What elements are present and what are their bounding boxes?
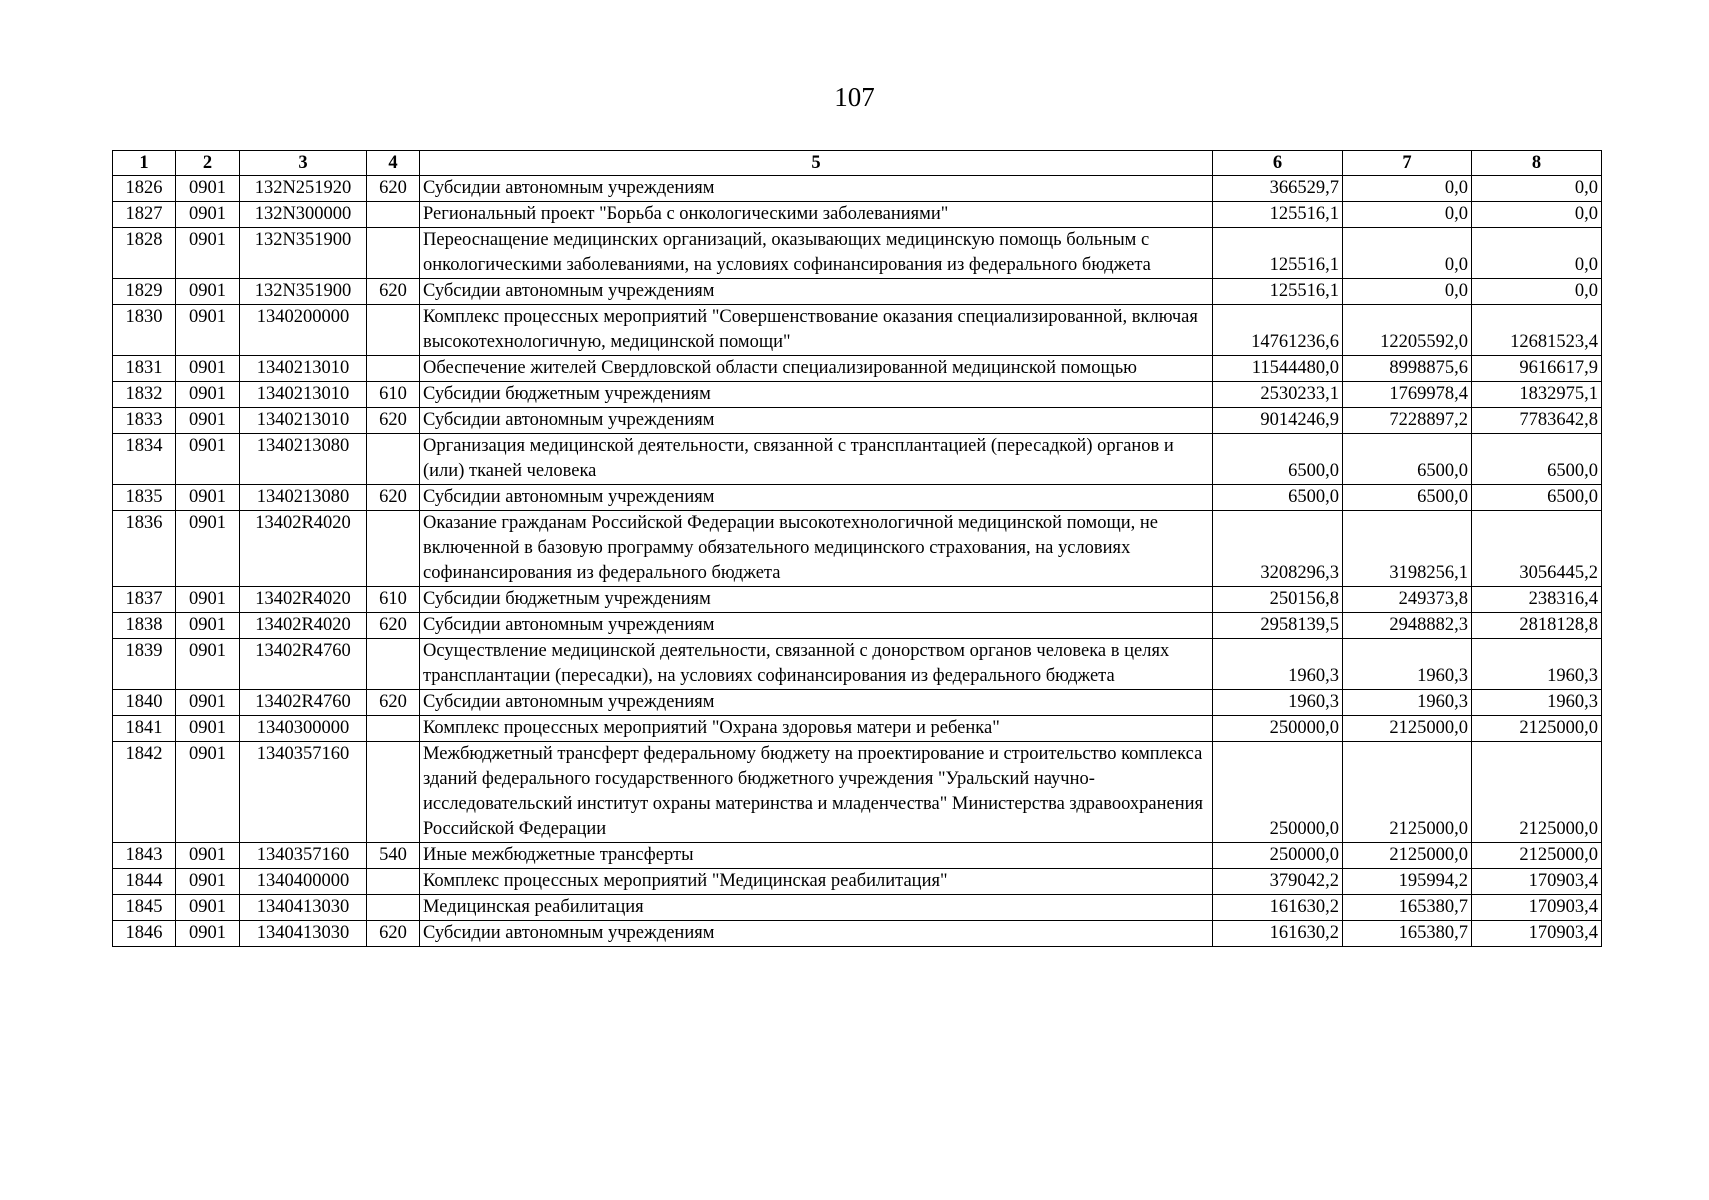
amount-year1-cell: 250000,0: [1213, 742, 1343, 843]
row-number-cell: 1827: [113, 202, 176, 228]
table-row: [113, 408, 1602, 434]
item-name-cell: Субсидии автономным учреждениям: [420, 690, 1213, 716]
table-row: [113, 176, 1602, 202]
row-number-cell: 1842: [113, 742, 176, 843]
table-row: [113, 434, 1602, 485]
column-header: 1: [113, 151, 176, 176]
table-row: [113, 305, 1602, 356]
row-number-cell: 1844: [113, 869, 176, 895]
item-name-cell: Обеспечение жителей Свердловской области специализированной медицинской помощью: [420, 356, 1213, 382]
amount-year1-cell: 125516,1: [1213, 228, 1343, 279]
item-name-cell: Субсидии автономным учреждениям: [420, 485, 1213, 511]
expense-type-cell: 610: [367, 587, 420, 613]
amount-year2-cell: 2948882,3: [1343, 613, 1472, 639]
expense-type-cell: 620: [367, 408, 420, 434]
column-header: 7: [1343, 151, 1472, 176]
row-number-cell: 1838: [113, 613, 176, 639]
table-row: [113, 895, 1602, 921]
expense-type-cell: 620: [367, 921, 420, 947]
item-name-cell: Комплекс процессных мероприятий "Медицинская реабилитация": [420, 869, 1213, 895]
target-article-cell: 1340400000: [240, 869, 367, 895]
amount-year2-cell: 1960,3: [1343, 690, 1472, 716]
expense-type-cell: 620: [367, 485, 420, 511]
amount-year2-cell: 3198256,1: [1343, 511, 1472, 587]
section-code-cell: 0901: [176, 716, 240, 742]
expense-type-cell: 610: [367, 382, 420, 408]
amount-year3-cell: 1832975,1: [1472, 382, 1602, 408]
expense-type-cell: [367, 742, 420, 843]
amount-year1-cell: 1960,3: [1213, 639, 1343, 690]
row-number-cell: 1840: [113, 690, 176, 716]
target-article-cell: 132N351900: [240, 279, 367, 305]
item-name-cell: Межбюджетный трансферт федеральному бюджету на проектирование и строительство комплекса зданий федерального государственного бюджетного учреждения "Уральский научно-исследовательский институт охраны материнства и младенчества" Министерства здравоохранения Российской Федерации: [420, 742, 1213, 843]
amount-year3-cell: 1960,3: [1472, 639, 1602, 690]
section-code-cell: 0901: [176, 690, 240, 716]
column-header: 2: [176, 151, 240, 176]
row-number-cell: 1826: [113, 176, 176, 202]
section-code-cell: 0901: [176, 356, 240, 382]
expense-type-cell: 620: [367, 279, 420, 305]
amount-year3-cell: 2818128,8: [1472, 613, 1602, 639]
amount-year3-cell: 1960,3: [1472, 690, 1602, 716]
amount-year2-cell: 1769978,4: [1343, 382, 1472, 408]
amount-year1-cell: 125516,1: [1213, 202, 1343, 228]
target-article-cell: 13402R4020: [240, 613, 367, 639]
amount-year1-cell: 9014246,9: [1213, 408, 1343, 434]
item-name-cell: Субсидии бюджетным учреждениям: [420, 587, 1213, 613]
section-code-cell: 0901: [176, 408, 240, 434]
amount-year3-cell: 0,0: [1472, 279, 1602, 305]
section-code-cell: 0901: [176, 382, 240, 408]
section-code-cell: 0901: [176, 895, 240, 921]
amount-year2-cell: 165380,7: [1343, 921, 1472, 947]
amount-year3-cell: 170903,4: [1472, 921, 1602, 947]
table-header-row: [113, 151, 1602, 176]
expense-type-cell: [367, 639, 420, 690]
amount-year1-cell: 2958139,5: [1213, 613, 1343, 639]
budget-table: [112, 150, 1602, 947]
amount-year2-cell: 0,0: [1343, 228, 1472, 279]
table-row: [113, 716, 1602, 742]
section-code-cell: 0901: [176, 511, 240, 587]
section-code-cell: 0901: [176, 613, 240, 639]
table-row: [113, 228, 1602, 279]
expense-type-cell: [367, 895, 420, 921]
section-code-cell: 0901: [176, 228, 240, 279]
item-name-cell: Организация медицинской деятельности, связанной с трансплантацией (пересадкой) органов и (или) тканей человека: [420, 434, 1213, 485]
section-code-cell: 0901: [176, 843, 240, 869]
target-article-cell: 1340213010: [240, 356, 367, 382]
row-number-cell: 1830: [113, 305, 176, 356]
item-name-cell: Переоснащение медицинских организаций, оказывающих медицинскую помощь больным с онкологическими заболеваниями, на условиях софинансирования из федерального бюджета: [420, 228, 1213, 279]
section-code-cell: 0901: [176, 587, 240, 613]
expense-type-cell: 620: [367, 176, 420, 202]
amount-year1-cell: 250000,0: [1213, 716, 1343, 742]
amount-year3-cell: 238316,4: [1472, 587, 1602, 613]
amount-year1-cell: 11544480,0: [1213, 356, 1343, 382]
target-article-cell: 1340300000: [240, 716, 367, 742]
row-number-cell: 1829: [113, 279, 176, 305]
amount-year3-cell: 0,0: [1472, 176, 1602, 202]
row-number-cell: 1845: [113, 895, 176, 921]
item-name-cell: Субсидии автономным учреждениям: [420, 613, 1213, 639]
amount-year1-cell: 14761236,6: [1213, 305, 1343, 356]
section-code-cell: 0901: [176, 434, 240, 485]
section-code-cell: 0901: [176, 176, 240, 202]
amount-year2-cell: 0,0: [1343, 279, 1472, 305]
target-article-cell: 1340200000: [240, 305, 367, 356]
amount-year1-cell: 366529,7: [1213, 176, 1343, 202]
row-number-cell: 1846: [113, 921, 176, 947]
target-article-cell: 132N300000: [240, 202, 367, 228]
table-row: [113, 843, 1602, 869]
amount-year1-cell: 250156,8: [1213, 587, 1343, 613]
expense-type-cell: 620: [367, 690, 420, 716]
amount-year2-cell: 2125000,0: [1343, 843, 1472, 869]
amount-year1-cell: 250000,0: [1213, 843, 1343, 869]
target-article-cell: 132N351900: [240, 228, 367, 279]
target-article-cell: 1340213080: [240, 434, 367, 485]
amount-year3-cell: 2125000,0: [1472, 843, 1602, 869]
item-name-cell: Субсидии бюджетным учреждениям: [420, 382, 1213, 408]
row-number-cell: 1843: [113, 843, 176, 869]
amount-year1-cell: 125516,1: [1213, 279, 1343, 305]
amount-year1-cell: 379042,2: [1213, 869, 1343, 895]
target-article-cell: 132N251920: [240, 176, 367, 202]
column-header: 8: [1472, 151, 1602, 176]
column-header: 6: [1213, 151, 1343, 176]
item-name-cell: Субсидии автономным учреждениям: [420, 921, 1213, 947]
amount-year2-cell: 8998875,6: [1343, 356, 1472, 382]
row-number-cell: 1837: [113, 587, 176, 613]
amount-year2-cell: 6500,0: [1343, 434, 1472, 485]
row-number-cell: 1832: [113, 382, 176, 408]
row-number-cell: 1836: [113, 511, 176, 587]
amount-year2-cell: 6500,0: [1343, 485, 1472, 511]
amount-year2-cell: 195994,2: [1343, 869, 1472, 895]
amount-year2-cell: 0,0: [1343, 176, 1472, 202]
amount-year3-cell: 6500,0: [1472, 485, 1602, 511]
amount-year2-cell: 7228897,2: [1343, 408, 1472, 434]
column-header: 5: [420, 151, 1213, 176]
amount-year2-cell: 2125000,0: [1343, 742, 1472, 843]
amount-year3-cell: 170903,4: [1472, 869, 1602, 895]
amount-year2-cell: 249373,8: [1343, 587, 1472, 613]
amount-year3-cell: 2125000,0: [1472, 716, 1602, 742]
expense-type-cell: [367, 869, 420, 895]
amount-year3-cell: 6500,0: [1472, 434, 1602, 485]
row-number-cell: 1835: [113, 485, 176, 511]
table-row: [113, 279, 1602, 305]
table-row: [113, 742, 1602, 843]
amount-year3-cell: 3056445,2: [1472, 511, 1602, 587]
amount-year1-cell: 3208296,3: [1213, 511, 1343, 587]
expense-type-cell: 620: [367, 613, 420, 639]
amount-year1-cell: 2530233,1: [1213, 382, 1343, 408]
amount-year1-cell: 1960,3: [1213, 690, 1343, 716]
item-name-cell: Субсидии автономным учреждениям: [420, 408, 1213, 434]
target-article-cell: 1340413030: [240, 921, 367, 947]
table-row: [113, 639, 1602, 690]
amount-year1-cell: 6500,0: [1213, 434, 1343, 485]
item-name-cell: Комплекс процессных мероприятий "Охрана здоровья матери и ребенка": [420, 716, 1213, 742]
table-row: [113, 202, 1602, 228]
page-number: 107: [834, 82, 875, 112]
target-article-cell: 13402R4020: [240, 587, 367, 613]
table-row: [113, 382, 1602, 408]
amount-year2-cell: 165380,7: [1343, 895, 1472, 921]
item-name-cell: Иные межбюджетные трансферты: [420, 843, 1213, 869]
table-row: [113, 485, 1602, 511]
column-header: 3: [240, 151, 367, 176]
target-article-cell: 13402R4760: [240, 639, 367, 690]
item-name-cell: Осуществление медицинской деятельности, связанной с донорством органов человека в целях трансплантации (пересадки), на условиях софинансирования из федерального бюджета: [420, 639, 1213, 690]
target-article-cell: 1340213010: [240, 408, 367, 434]
amount-year2-cell: 0,0: [1343, 202, 1472, 228]
item-name-cell: Региональный проект "Борьба с онкологическими заболеваниями": [420, 202, 1213, 228]
amount-year3-cell: 9616617,9: [1472, 356, 1602, 382]
table-row: [113, 511, 1602, 587]
table-body: [113, 176, 1602, 947]
section-code-cell: 0901: [176, 639, 240, 690]
item-name-cell: Субсидии автономным учреждениям: [420, 176, 1213, 202]
section-code-cell: 0901: [176, 202, 240, 228]
target-article-cell: 1340213010: [240, 382, 367, 408]
target-article-cell: 1340357160: [240, 843, 367, 869]
target-article-cell: 13402R4020: [240, 511, 367, 587]
item-name-cell: Медицинская реабилитация: [420, 895, 1213, 921]
expense-type-cell: [367, 202, 420, 228]
amount-year2-cell: 12205592,0: [1343, 305, 1472, 356]
amount-year1-cell: 161630,2: [1213, 895, 1343, 921]
table-row: [113, 587, 1602, 613]
table-row: [113, 921, 1602, 947]
section-code-cell: 0901: [176, 869, 240, 895]
row-number-cell: 1831: [113, 356, 176, 382]
amount-year3-cell: 12681523,4: [1472, 305, 1602, 356]
row-number-cell: 1833: [113, 408, 176, 434]
section-code-cell: 0901: [176, 485, 240, 511]
target-article-cell: 1340357160: [240, 742, 367, 843]
amount-year3-cell: 0,0: [1472, 202, 1602, 228]
amount-year1-cell: 6500,0: [1213, 485, 1343, 511]
target-article-cell: 13402R4760: [240, 690, 367, 716]
amount-year1-cell: 161630,2: [1213, 921, 1343, 947]
table-row: [113, 690, 1602, 716]
section-code-cell: 0901: [176, 921, 240, 947]
expense-type-cell: [367, 305, 420, 356]
section-code-cell: 0901: [176, 279, 240, 305]
section-code-cell: 0901: [176, 305, 240, 356]
item-name-cell: Субсидии автономным учреждениям: [420, 279, 1213, 305]
amount-year2-cell: 2125000,0: [1343, 716, 1472, 742]
amount-year2-cell: 1960,3: [1343, 639, 1472, 690]
target-article-cell: 1340413030: [240, 895, 367, 921]
expense-type-cell: [367, 716, 420, 742]
table-row: [113, 613, 1602, 639]
row-number-cell: 1839: [113, 639, 176, 690]
expense-type-cell: [367, 356, 420, 382]
amount-year3-cell: 2125000,0: [1472, 742, 1602, 843]
amount-year3-cell: 170903,4: [1472, 895, 1602, 921]
expense-type-cell: [367, 434, 420, 485]
table-row: [113, 869, 1602, 895]
row-number-cell: 1841: [113, 716, 176, 742]
section-code-cell: 0901: [176, 742, 240, 843]
expense-type-cell: [367, 511, 420, 587]
expense-type-cell: [367, 228, 420, 279]
table-row: [113, 356, 1602, 382]
amount-year3-cell: 7783642,8: [1472, 408, 1602, 434]
row-number-cell: 1828: [113, 228, 176, 279]
row-number-cell: 1834: [113, 434, 176, 485]
expense-type-cell: 540: [367, 843, 420, 869]
amount-year3-cell: 0,0: [1472, 228, 1602, 279]
target-article-cell: 1340213080: [240, 485, 367, 511]
item-name-cell: Комплекс процессных мероприятий "Совершенствование оказания специализированной, включая высокотехнологичную, медицинской помощи": [420, 305, 1213, 356]
item-name-cell: Оказание гражданам Российской Федерации высокотехнологичной медицинской помощи, не включенной в базовую программу обязательного медицинского страхования, на условиях софинансирования из федерального бюджета: [420, 511, 1213, 587]
column-header: 4: [367, 151, 420, 176]
